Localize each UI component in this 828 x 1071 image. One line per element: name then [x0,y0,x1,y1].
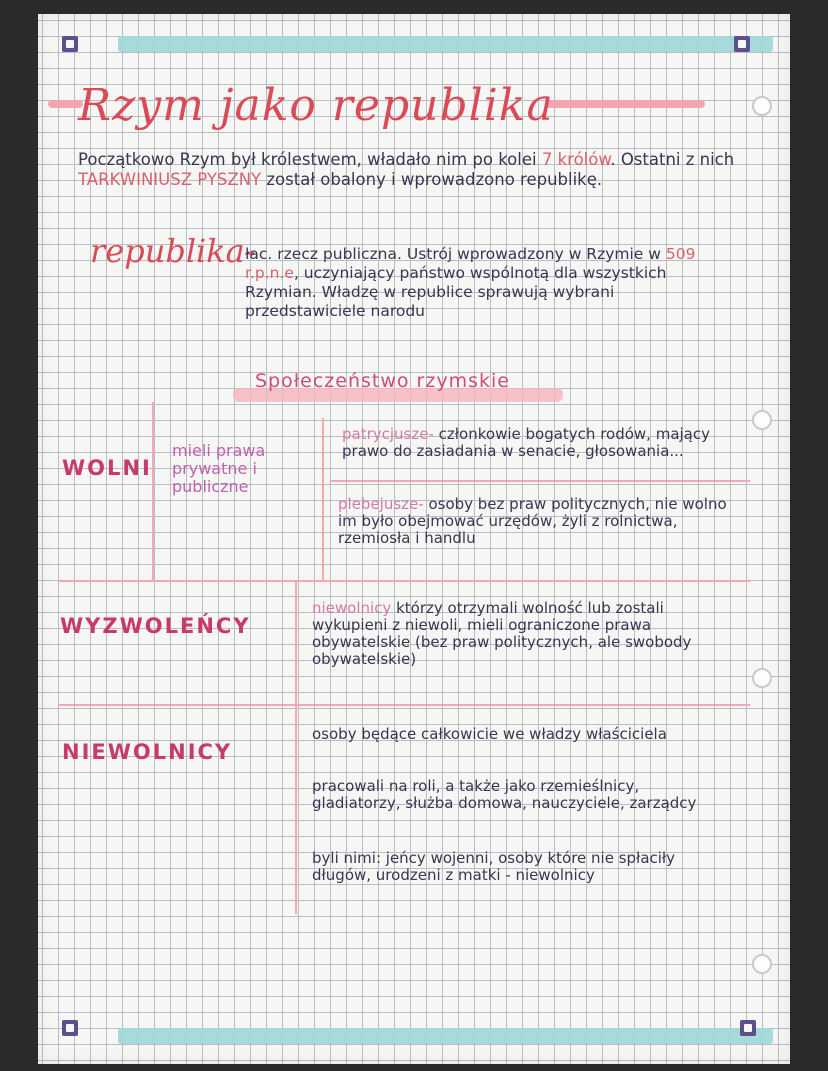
bottom-decor-bar [118,1028,773,1044]
divider-vertical [295,704,297,914]
niewolnicy-p3: byli nimi: jeńcy wojenni, osoby które nie spłaciły długów, urodzeni z matki - niewolnicy [312,849,676,884]
patrycjusze-entry: patrycjusze- członkowie bogatych rodów, mający prawo do zasiadania w senacie, głosowania... [342,425,710,460]
highlight-tarquin: TARKWINIUSZ PYSZNY [78,170,262,189]
punch-hole [752,96,772,116]
page-title: Rzym jako republika [78,80,554,131]
republika-term: republika- [90,232,256,270]
wolni-rights: mieli prawa prywatne i publiczne [172,441,266,496]
intro-paragraph: Początkowo Rzym był królestwem, władało nim po kolei 7 królów. Ostatni z nich TARKWINIUSZ PYSZNY został obalony i wprowadzono republikę. [78,150,735,189]
divider-horizontal [58,580,750,582]
corner-marker-icon [734,36,750,52]
category-niewolnicy: NIEWOLNICY [62,740,233,764]
plebejusze-entry: plebejusze- osoby bez praw politycznych, nie wolno im było obejmować urzędów, żyli z rolnictwa, rzemiosła i handlu [338,495,727,547]
wyzwolency-description: niewolnicy którzy otrzymali wolność lub zostali wykupieni z niewoli, mieli ograniczone prawa obywatelskie (bez praw politycznych, ale swobody obywatelskie) [312,599,692,668]
divider-vertical [152,402,154,580]
republika-definition: łac. rzecz publiczna. Ustrój wprowadzony w Rzymie w 509 r.p.n.e, uczyniający państwo wspólnotą dla wszystkich Rzymian. Władzę w republice sprawują wybrani przedstawiciele narodu [245,245,696,320]
corner-marker-icon [740,1020,756,1036]
divider-horizontal [330,480,750,482]
niewolnicy-term: niewolnicy [312,599,392,617]
divider-horizontal [58,704,750,706]
divider-vertical [295,580,297,704]
punch-hole [752,954,772,974]
title-underline-right [545,100,705,108]
society-heading: Społeczeństwo rzymskie [255,370,510,392]
corner-marker-icon [62,36,78,52]
punch-hole [752,410,772,430]
punch-hole [752,668,772,688]
niewolnicy-p1: osoby będące całkowicie we władzy właściciela [312,725,667,743]
highlight-kings: 7 królów [541,150,611,169]
niewolnicy-p2: pracowali na roli, a także jako rzemieślnicy, gladiatorzy, służba domowa, nauczyciele, zarządcy [312,777,697,812]
date-highlight: 509 r.p.n.e [245,245,696,282]
patrycjusze-label: patrycjusze- [342,425,434,443]
top-decor-bar [118,36,773,52]
plebejusze-label: plebejusze- [338,495,424,513]
category-wyzwolency: WYZWOLEŃCY [60,614,251,638]
category-wolni: WOLNI [62,456,152,480]
corner-marker-icon [62,1020,78,1036]
